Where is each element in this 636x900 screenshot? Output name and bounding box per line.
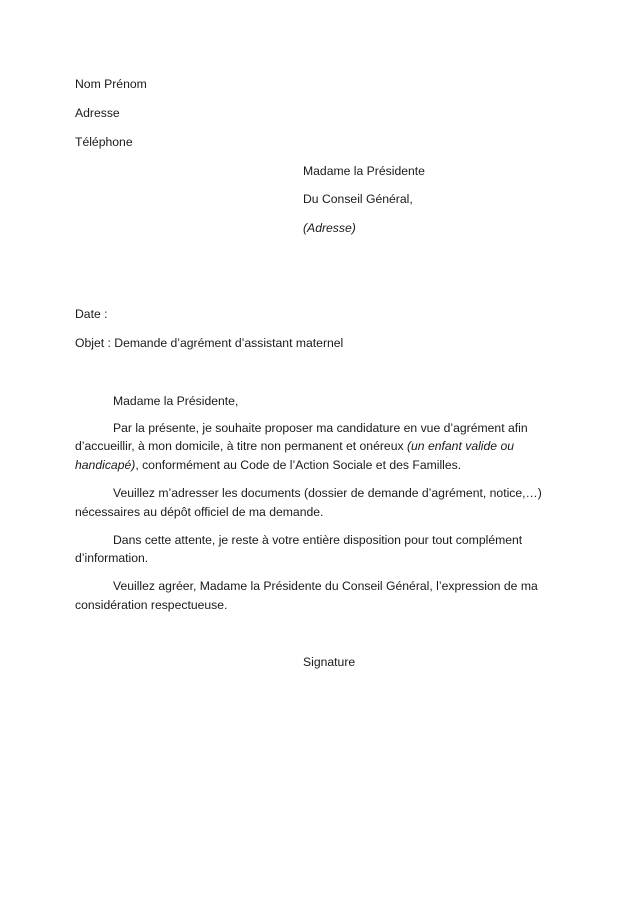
- recipient-line-3: (Adresse): [303, 221, 356, 235]
- recipient-line-1: Madame la Présidente: [303, 164, 425, 178]
- paragraph-1-line-2: d’accueillir, à mon domicile, à titre non permanent et onéreux (un enfant valide ou: [75, 439, 515, 453]
- paragraph-4-line-2: considération respectueuse.: [75, 598, 228, 612]
- paragraph-3-line-1: Dans cette attente, je reste à votre entière disposition pour tout complément: [113, 533, 523, 547]
- sender-phone: Téléphone: [75, 135, 133, 149]
- sender-address: Adresse: [75, 106, 120, 120]
- recipient-line-2: Du Conseil Général,: [303, 192, 413, 206]
- paragraph-2-line-1: Veuillez m’adresser les documents (dossier de demande d’agrément, notice,…): [113, 486, 542, 500]
- paragraph-2-line-2: nécessaires au dépôt officiel de ma demande.: [75, 505, 324, 519]
- date-line: Date :: [75, 307, 108, 321]
- paragraph-1-line-3: handicapé), conformément au Code de l’Action Sociale et des Familles.: [75, 458, 462, 472]
- sender-name: Nom Prénom: [75, 77, 147, 91]
- subject-line: Objet : Demande d’agrément d’assistant maternel: [75, 336, 344, 350]
- salutation: Madame la Présidente,: [113, 394, 239, 408]
- signature: Signature: [303, 655, 356, 669]
- paragraph-4-line-1: Veuillez agréer, Madame la Présidente du Conseil Général, l’expression de ma: [113, 579, 538, 593]
- paragraph-3-line-2: d’information.: [75, 551, 149, 565]
- paragraph-1-line-1: Par la présente, je souhaite proposer ma candidature en vue d’agrément afin: [113, 421, 528, 435]
